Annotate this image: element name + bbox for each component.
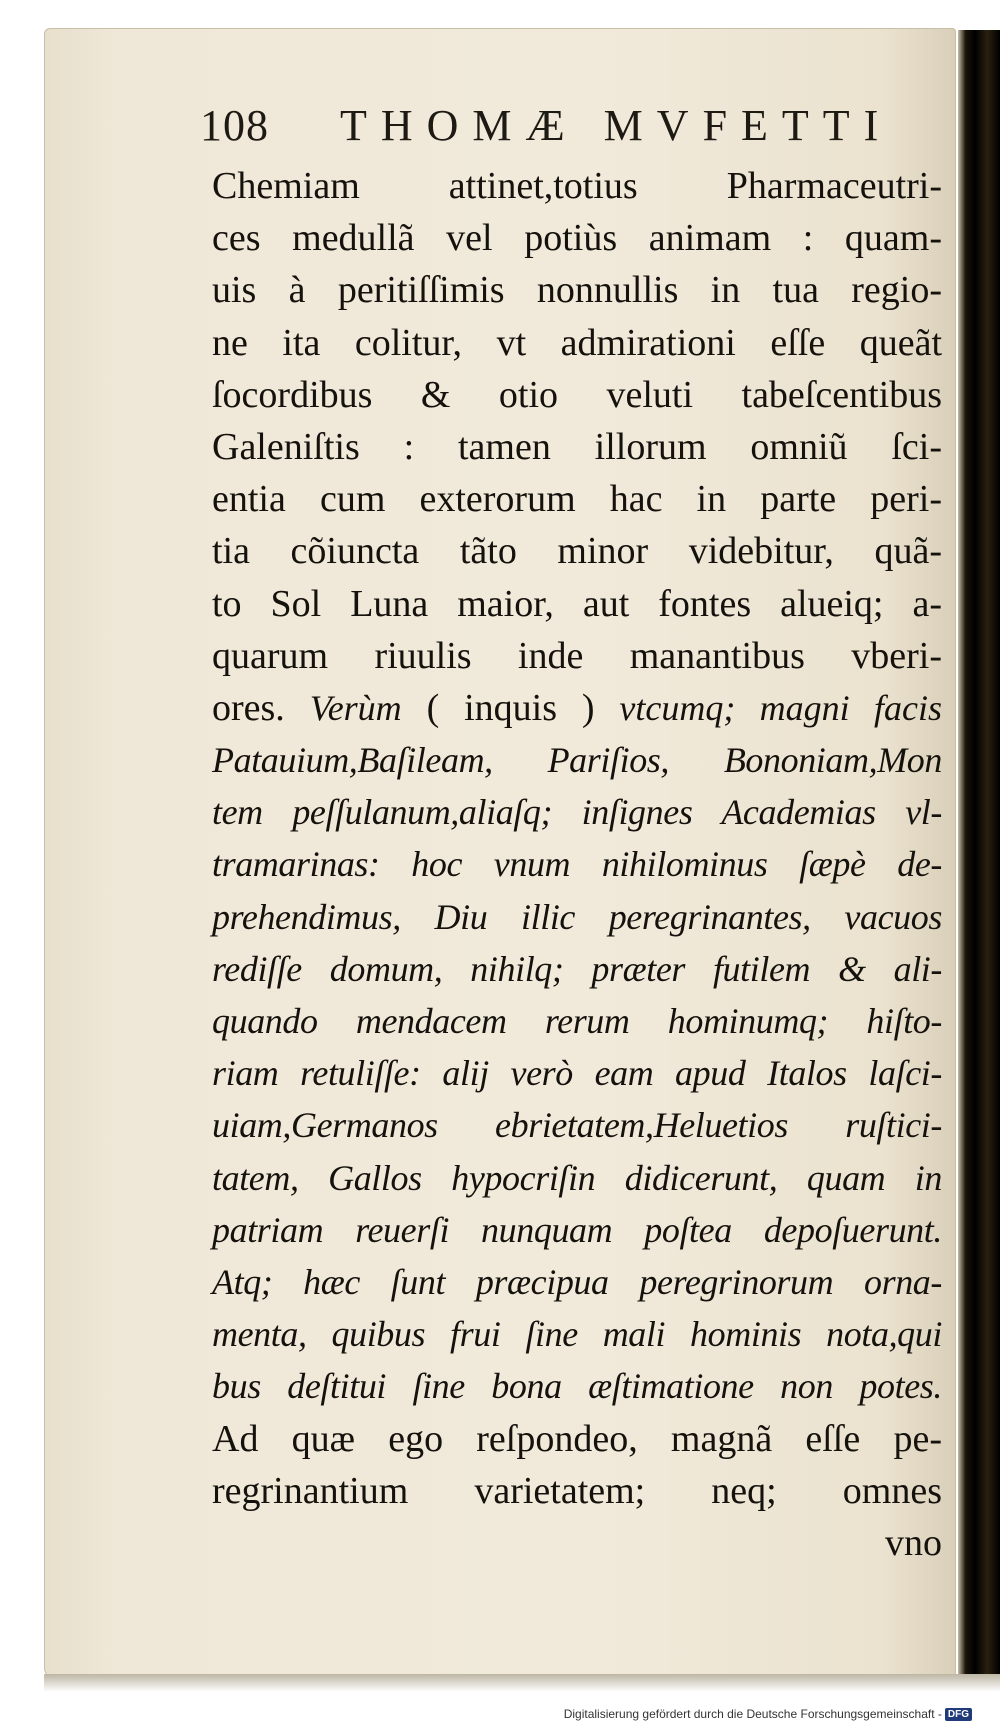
italic-span: Verùm [309,687,402,728]
italic-line: Patauium,Baſileam, Pariſios, Bononiam,Mon [212,740,942,781]
roman-span: ( inquis ) [426,686,595,729]
italic-line: tatem, Gallos hypocriſin didicerunt, quam in [212,1157,942,1198]
italic-line: patriam reuerſi nunquam poſtea depoſuerunt. [212,1209,942,1250]
page-edge-shadow [44,1674,1000,1692]
italic-line: riam retuliſſe: alij verò eam apud Italos laſci- [212,1053,942,1094]
italic-line: uiam,Germanos ebrietatem,Heluetios ruſtici- [212,1105,942,1146]
italic-line: quando mendacem rerum hominumq; hiſto- [212,1001,942,1041]
text-line: tia cõiuncta tãto minor videbitur, quã- [212,530,942,573]
text-line: ces medullã vel potiùs animam : quam- [212,217,942,260]
italic-line: tem peſſulanum,aliaſq; inſignes Academias vl- [212,792,942,833]
italic-line: Atq; hæc ſunt præcipua peregrinorum orna- [212,1261,942,1302]
italic-line: rediſſe domum, nihilq; præter futilem & ali- [212,948,942,989]
running-title: THOMÆ MVFETTI [340,101,893,150]
text-line: to Sol Luna maior, aut fontes alueiq; a- [212,582,942,625]
italic-line: tramarinas: hoc vnum nihilominus ſæpè de- [212,844,942,885]
text-line: Ad quæ ego reſpondeo, magnã eſſe pe- [212,1417,942,1460]
body-text [212,160,942,1569]
text-line: ſocordibus & otio veluti tabeſcentibus [212,373,942,416]
dfg-logo: DFG [945,1708,972,1721]
text-line: uis à peritiſſimis nonnullis in tua regio- [212,269,942,312]
digitization-credit [564,1707,972,1721]
catchword: vno [885,1521,942,1564]
italic-line: bus deſtitui ſine bona æſtimatione non potes. [212,1366,942,1407]
italic-line: prehendimus, Diu illic peregrinantes, vacuos [212,896,942,937]
italic-span: vtcumq; magni facis [619,687,943,728]
book-spine-shadow [958,30,1000,1680]
roman-span: ores. [212,686,285,729]
text-line: ne ita colitur, vt admirationi eſſe queãt [212,321,942,364]
text-line-mixed [212,682,942,734]
running-head [200,96,940,156]
text-line: Galeniſtis : tamen illorum omniũ ſci- [212,425,942,468]
text-line: entia cum exterorum hac in parte peri- [212,478,942,521]
text-line: regrinantium varietatem; neq; omnes [212,1469,942,1512]
text-line: quarum riuulis inde manantibus vberi- [212,634,942,677]
credit-text: Digitalisierung gefördert durch die Deutsche Forschungsgemeinschaft - [563,1707,942,1721]
italic-line: menta, quibus frui ſine mali hominis nota,qui [212,1314,942,1355]
text-line: Chemiam attinet,totius Pharmaceutri- [212,165,942,207]
page-number: 108 [200,101,269,150]
